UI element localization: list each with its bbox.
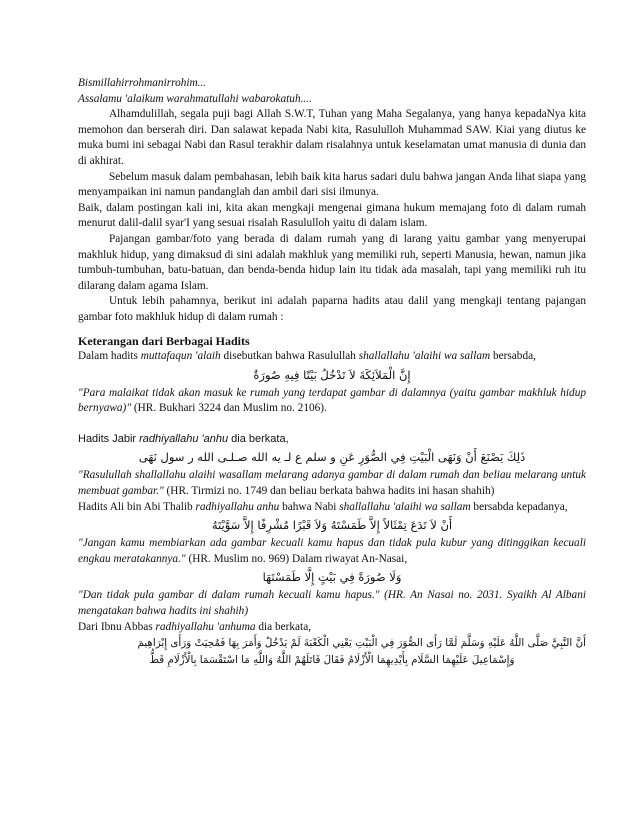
- salam-line: Assalamu 'alaikum warahmatullahi wabarokatuh....: [78, 92, 312, 105]
- hadith3-intro: Hadits Ali bin Abi Thalib radhiyallahu anhu bahwa Nabi shallallahu 'alaihi wa sallam bersabda kepadanya,: [78, 500, 568, 513]
- paragraph-praise: Alhamdulillah, segala puji bagi Allah S.W.T, Tuhan yang Maha Segalanya, yang hanya kepadaNya kita memohon dan berserah diri. Dan salawat kepada Nabi kita, Rasululloh Muhammad SAW. Kiai yang diutus ke muka bumi ini sebagai Nabi dan Rasul terakhir dalam risalahnya untuk keselamatan umat manusia di dunia dan di akhirat.: [78, 108, 586, 167]
- hadith2-intro: Hadits Jabir radhiyallahu 'anhu dia berkata,: [78, 432, 289, 445]
- hadith1-intro: Dalam hadits muttafaqun 'alaih disebutkan bahwa Rasulullah shallallahu 'alaihi wa sallam bersabda,: [78, 350, 536, 363]
- hadith2-translation: "Rasulullah shallallahu alaihi wasallam melarang adanya gambar di dalam rumah dan beliau melarang untuk membuat gambar." (HR. Tirmizi no. 1749 dan beliau berkata bahwa hadits ini hasan shahih): [78, 469, 586, 498]
- paragraph-intro: Sebelum masuk dalam pembahasan, lebih baik kita harus sadari dulu bahwa jangan Anda lihat siapa yang menyampaikan ini namun pandanglah dan ambil dari sisi ilmunya.: [78, 170, 586, 199]
- hadith3-translation-nasai: "Dan tidak pula gambar di dalam rumah kecuali kamu hapus." (HR. An Nasai no. 2031. Syaikh Al Albani mengatakan bahwa hadits ini shahih): [78, 589, 586, 618]
- paragraph-topic: Baik, dalam postingan kali ini, kita akan mengkaji mengenai gimana hukum memajang foto di dalam rumah menurut dalil-dalil syar'I yang sesuai risalah Rasululloh yaitu di dalam islam.: [78, 201, 586, 230]
- hadith4-arabic-line2: وَإِسْمَاعِيلَ عَلَيْهِمَا السَّلَام بِأَيْدِيهِمَا الْأَزْلَامُ فَقَالَ قَاتَلَهُمْ اللَّهُ وَاللَّهِ مَا اسْتَقْسَمَا بِالْأَزْلَامِ قَطُّ: [149, 654, 515, 667]
- hadith3-arabic: أَنْ لاَ تَدَعَ تِمْثَالاً إِلاَّ طَمَسْتَهُ وَلاَ قَبْرًا مُشْرِفًا إِلاَّ سَوَّيْتَهُ: [211, 518, 453, 533]
- hadith3-arabic-nasai: وَلَا صُورَةً فِي بَيْتٍ إِلَّا طَمَسْتَهَا: [262, 570, 402, 585]
- hadith3-translation: "Jangan kamu membiarkan ada gambar kecuali kamu hapus dan tidak pula kubur yang ditinggikan kecuali engkau meratakannya." (HR. Muslim no. 969) Dalam riwayat An-Nasai,: [78, 537, 586, 565]
- paragraph-lead-in: Untuk lebih pahamnya, berikut ini adalah paparna hadits atau dalil yang mengkaji tentang pajangan gambar foto makhluk hidup di dalam rumah :: [78, 295, 586, 323]
- document-page: [78, 76, 586, 669]
- bismillah-line: Bismillahirrohmanirrohim...: [78, 77, 207, 89]
- hadith1-arabic: إِنَّ الْمَلاَئِكَةَ لاَ تَدْخُلُ بَيْتًا فِيهِ صُورَةٌ: [253, 367, 411, 382]
- hadith2-arabic: ذَلِكَ يَصْنَعَ أَنْ وَنَهَى الْبَيْتِ فِي الصُّوَرِ عَنِ و سلم ع لـ يه الله صـلـى الله ر سول نَهَى: [138, 450, 526, 465]
- hadith4-arabic-line1: أَنَّ النَّبِيَّ صَلَّى اللَّهُ عَلَيْهِ وَسَلَّمَ لَمَّا رَأَى الصُّوَرَ فِي الْبَيْتِ يَعْنِي الْكَعْبَةَ لَمْ يَدْخُلْ وَأَمَرَ بِهَا فَمُحِيَتْ وَرَأَى إِبْرَاهِيمَ: [137, 637, 586, 650]
- hadith4-intro: Dari Ibnu Abbas radhiyallahu 'anhuma dia berkata,: [78, 620, 312, 633]
- hadith1-translation: "Para malaikat tidak akan masuk ke rumah yang terdapat gambar di dalamnya (yaitu gambar makhluk hidup bernyawa)" (HR. Bukhari 3224 dan Muslim no. 2106).: [78, 386, 586, 415]
- section-title: Keterangan dari Berbagai Hadits: [78, 333, 250, 348]
- paragraph-prohibition: Pajangan gambar/foto yang berada di dalam rumah yang di larang yaitu gambar yang menyerupai makhluk hidup, yang dimaksud di sini adalah makhluk yang memiliki ruh, seperti Manusia, hewan, namun jika tumbuh-tumbuhan, batu-batuan, dan benda-benda hidup lain itu tidak ada masalah, tapi yang memiliki ruh itu dilarang dalam agama Islam.: [78, 232, 586, 292]
